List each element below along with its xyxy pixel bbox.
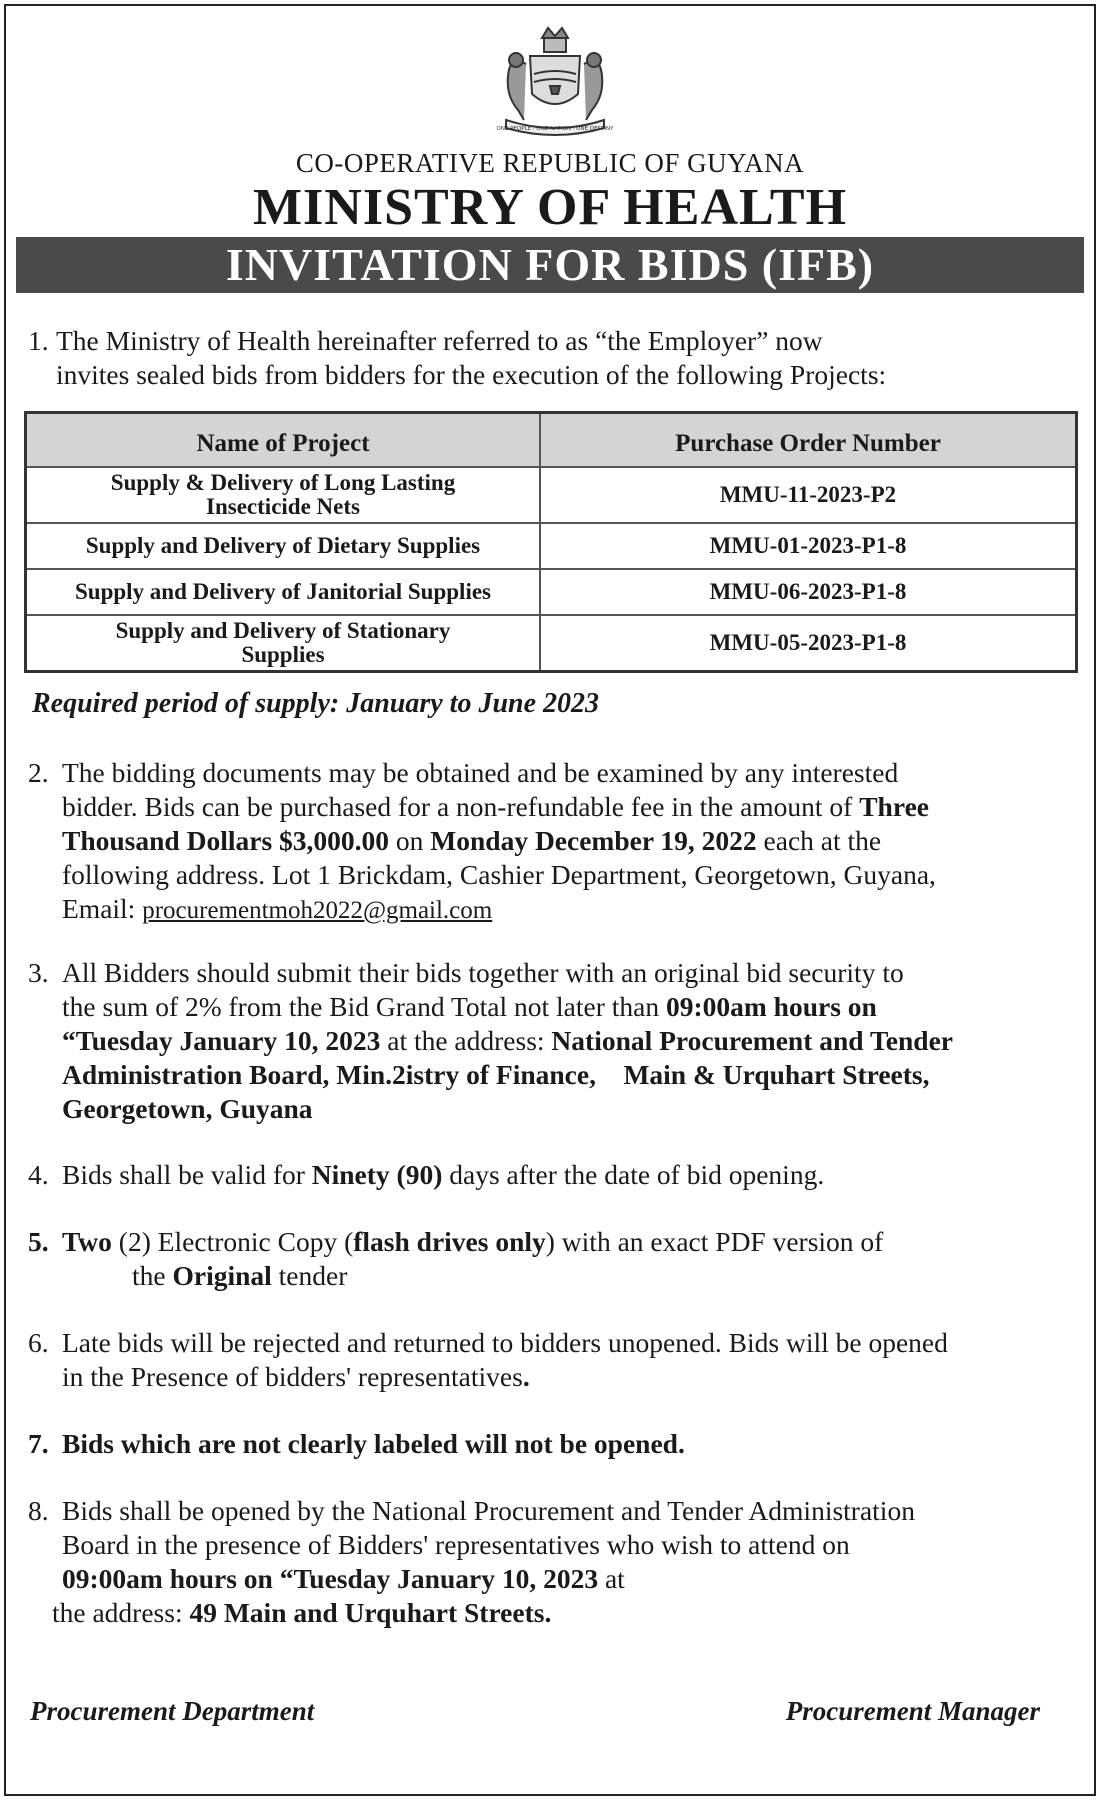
paragraph-4: 4. Bids shall be valid for Ninety (90) days after the date of bid opening.	[28, 1159, 825, 1190]
paragraph-6: 6. Late bids will be rejected and returned to bidders unopened. Bids will be opened in the Presence of bidders' representatives.	[28, 1327, 948, 1392]
table-row: Supply and Delivery of Janitorial Supplies MMU-06-2023-P1-8	[26, 569, 1077, 615]
table-row: Supply and Delivery of Dietary Supplies MMU-01-2023-P1-8	[26, 523, 1077, 569]
paragraph-8: 8. Bids shall be opened by the National Procurement and Tender Administration Board in the presence of Bidders' representatives who wish to attend on 09:00am hours on “Tuesday January 10, 2023 at the address: 49 Main and Urquhart Streets.	[28, 1495, 915, 1628]
footer-procurement-department: Procurement Department	[30, 1696, 315, 1726]
coat-of-arms-icon	[492, 24, 618, 142]
email-link[interactable]: procurementmoh2022@gmail.com	[142, 897, 493, 924]
col-header-name: Name of Project	[26, 413, 541, 468]
table-row: Supply and Delivery of Stationary Supplies MMU-05-2023-P1-8	[26, 615, 1077, 671]
col-header-po: Purchase Order Number	[540, 413, 1077, 468]
paragraph-2: 2. The bidding documents may be obtained and be examined by any interested bidder. Bids can be purchased for a non-refundable fee in the amount of Three Thousand Dollars $3,000.00 on Monday December 19, 2022 each at the following address. Lot 1 Brickdam, Cashier Department, Georgetown, Guyana, Email: procurementmoh2022@gmail.com	[28, 757, 936, 924]
footer-procurement-manager: Procurement Manager	[785, 1696, 1040, 1726]
title-banner: INVITATION FOR BIDS (IFB)	[16, 237, 1084, 293]
country-name: CO-OPERATIVE REPUBLIC OF GUYANA	[295, 148, 805, 178]
paragraph-3: 3. All Bidders should submit their bids together with an original bid security to the sum of 2% from the Bid Grand Total not later than 09:00am hours on “Tuesday January 10, 2023 at the address: National Procurement and Tender Administration Board, Min.2istry of Finance, Main & Urquhart Streets, Georgetown, Guyana	[28, 957, 953, 1124]
paragraph-1: 1. The Ministry of Health hereinafter referred to as “the Employer” now invites sealed bids from bidders for the execution of the following Projects:	[28, 325, 887, 390]
supply-period: Required period of supply: January to June 2023	[32, 688, 600, 719]
crest-motto: ONE PEOPLE · ONE NATION · ONE DESTINY	[496, 126, 614, 132]
ministry-name: MINISTRY OF HEALTH	[252, 179, 848, 236]
paragraph-7: 7. Bids which are not clearly labeled will not be opened.	[28, 1428, 685, 1459]
projects-table	[24, 411, 1078, 673]
ifb-notice	[4, 4, 1096, 1796]
paragraph-5: 5. Two (2) Electronic Copy (flash drives only) with an exact PDF version of the Original tender	[28, 1226, 884, 1291]
table-row: Supply & Delivery of Long Lasting Insecticide Nets MMU-11-2023-P2	[26, 467, 1077, 523]
